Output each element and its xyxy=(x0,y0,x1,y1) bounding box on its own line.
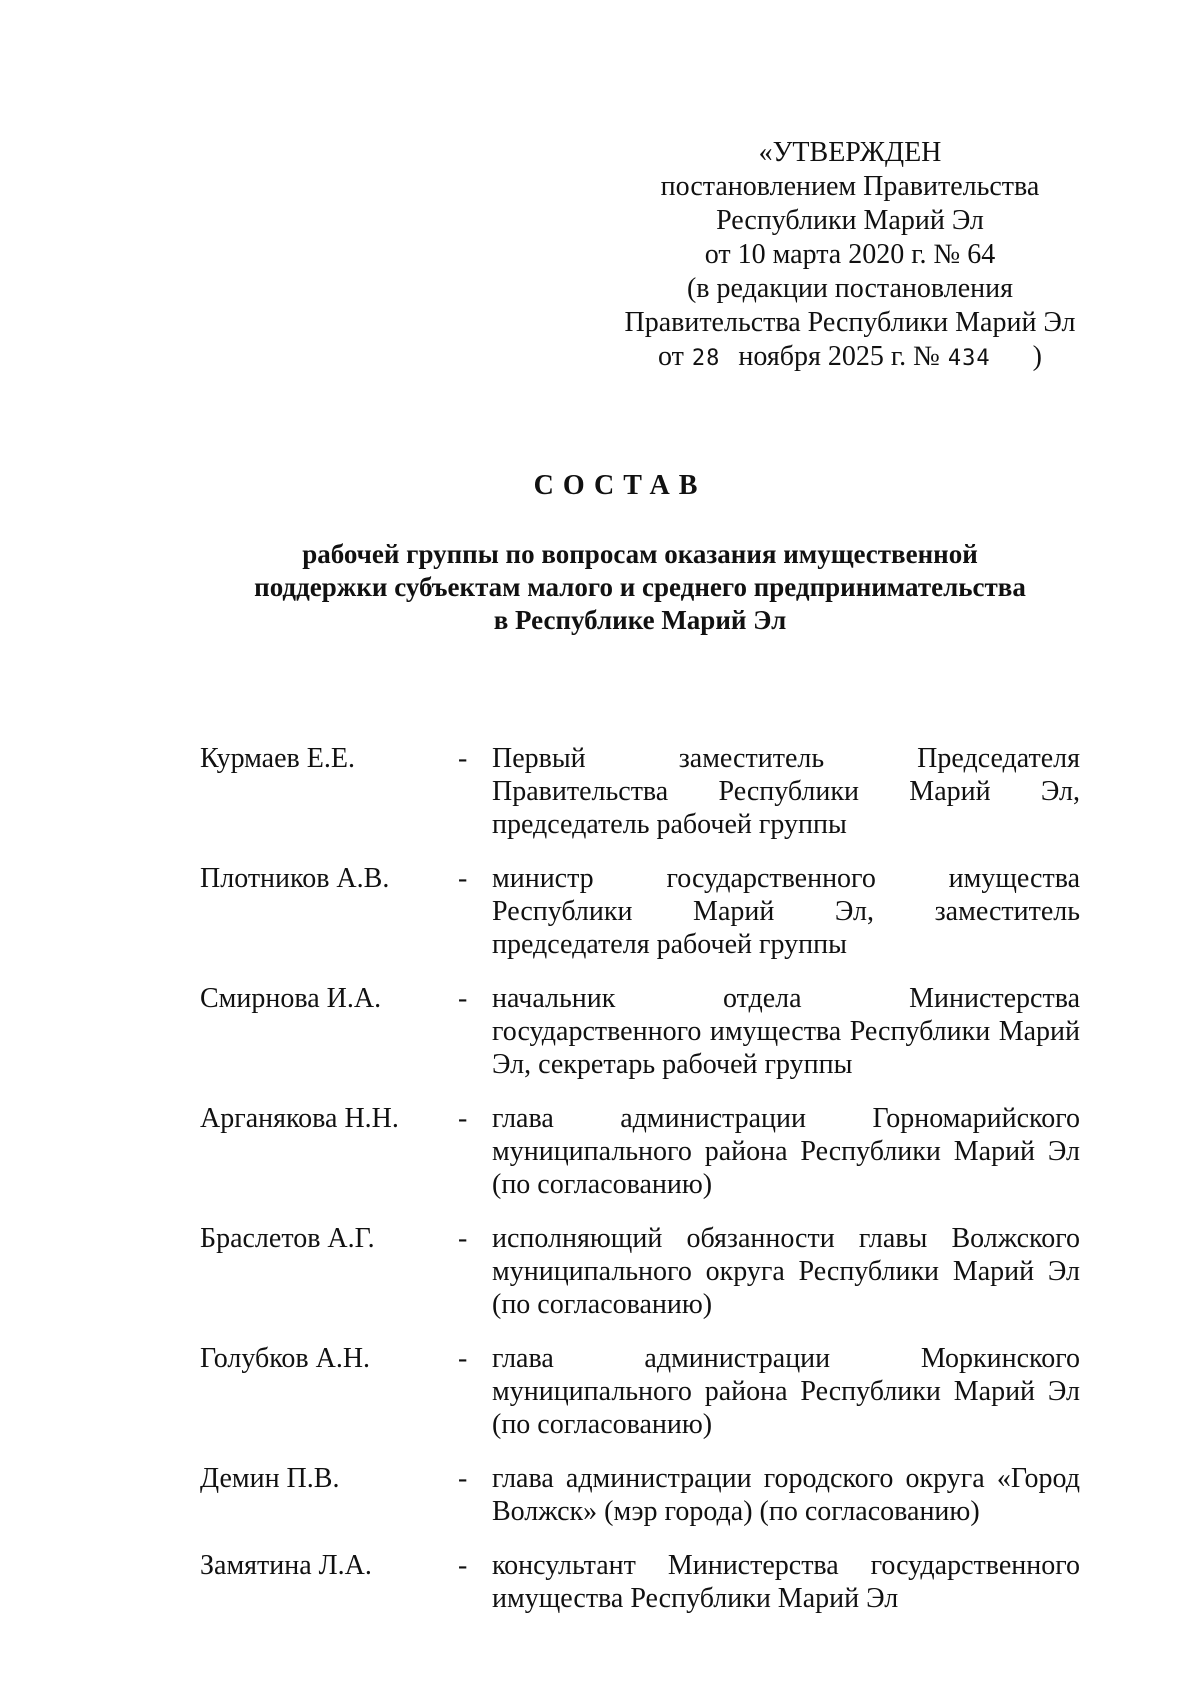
member-row xyxy=(200,742,1080,841)
member-name: Замятина Л.А. xyxy=(200,1550,372,1581)
amendment-closing-paren: ) xyxy=(1032,341,1042,372)
member-dash: - xyxy=(458,863,468,894)
member-name: Демин П.В. xyxy=(200,1463,340,1494)
member-role: исполняющий обязанности главы Волжского муниципального округа Республики Марий Эл (по согласованию) xyxy=(492,1223,1080,1320)
document-subheading xyxy=(100,538,1180,637)
amendment-date-prefix: от xyxy=(658,341,684,372)
members-list xyxy=(200,742,1080,1636)
approval-line-3: Республики Марий Эл xyxy=(716,205,984,236)
member-row xyxy=(200,1342,1080,1441)
amendment-number: 434 xyxy=(947,346,991,371)
member-dash: - xyxy=(458,743,468,774)
member-dash: - xyxy=(458,1223,468,1254)
document-heading: СОСТАВ xyxy=(533,470,707,501)
amendment-month-year: ноября 2025 г. № xyxy=(738,341,940,372)
approval-line-6: Правительства Республики Марий Эл xyxy=(624,307,1076,338)
member-role: министр государственного имущества Республики Марий Эл, заместитель председателя рабочей группы xyxy=(492,863,1080,960)
approval-line-7 xyxy=(600,340,1100,376)
member-name: Арганякова Н.Н. xyxy=(200,1103,399,1134)
member-dash: - xyxy=(458,983,468,1014)
subheading-line-3: в Республике Марий Эл xyxy=(493,605,787,635)
approval-line-2: постановлением Правительства xyxy=(660,171,1040,202)
member-role: Первый заместитель Председателя Правительства Республики Марий Эл, председатель рабочей группы xyxy=(492,743,1080,840)
approval-line-1: «УТВЕРЖДЕН xyxy=(758,137,942,168)
subheading-line-2: поддержки субъектам малого и среднего предпринимательства xyxy=(254,572,1026,602)
member-row xyxy=(200,1549,1080,1615)
member-row xyxy=(200,1462,1080,1528)
amendment-day: 28 xyxy=(691,346,721,371)
member-role: начальник отдела Министерства государственного имущества Республики Марий Эл, секретарь рабочей группы xyxy=(492,983,1080,1080)
member-row xyxy=(200,982,1080,1081)
member-role: консультант Министерства государственного имущества Республики Марий Эл xyxy=(492,1550,1080,1614)
member-dash: - xyxy=(458,1343,468,1374)
member-name: Голубков А.Н. xyxy=(200,1343,371,1374)
approval-line-5: (в редакции постановления xyxy=(686,273,1014,304)
member-name: Плотников А.В. xyxy=(200,863,390,894)
member-role: глава администрации Моркинского муниципального района Республики Марий Эл (по согласованию) xyxy=(492,1343,1080,1440)
member-row xyxy=(200,1102,1080,1201)
approval-line-4: от 10 марта 2020 г. № 64 xyxy=(704,239,996,270)
member-dash: - xyxy=(458,1103,468,1134)
member-dash: - xyxy=(458,1550,468,1581)
member-row xyxy=(200,862,1080,961)
member-name: Смирнова И.А. xyxy=(200,983,382,1014)
member-name: Браслетов А.Г. xyxy=(200,1223,375,1254)
member-role: глава администрации городского округа «Город Волжск» (мэр города) (по согласованию) xyxy=(492,1463,1080,1527)
approval-stamp xyxy=(600,136,1100,376)
member-row xyxy=(200,1222,1080,1321)
subheading-line-1: рабочей группы по вопросам оказания имущественной xyxy=(302,539,978,569)
member-role: глава администрации Горномарийского муниципального района Республики Марий Эл (по согласованию) xyxy=(492,1103,1080,1200)
member-name: Курмаев Е.Е. xyxy=(200,743,355,774)
member-dash: - xyxy=(458,1463,468,1494)
